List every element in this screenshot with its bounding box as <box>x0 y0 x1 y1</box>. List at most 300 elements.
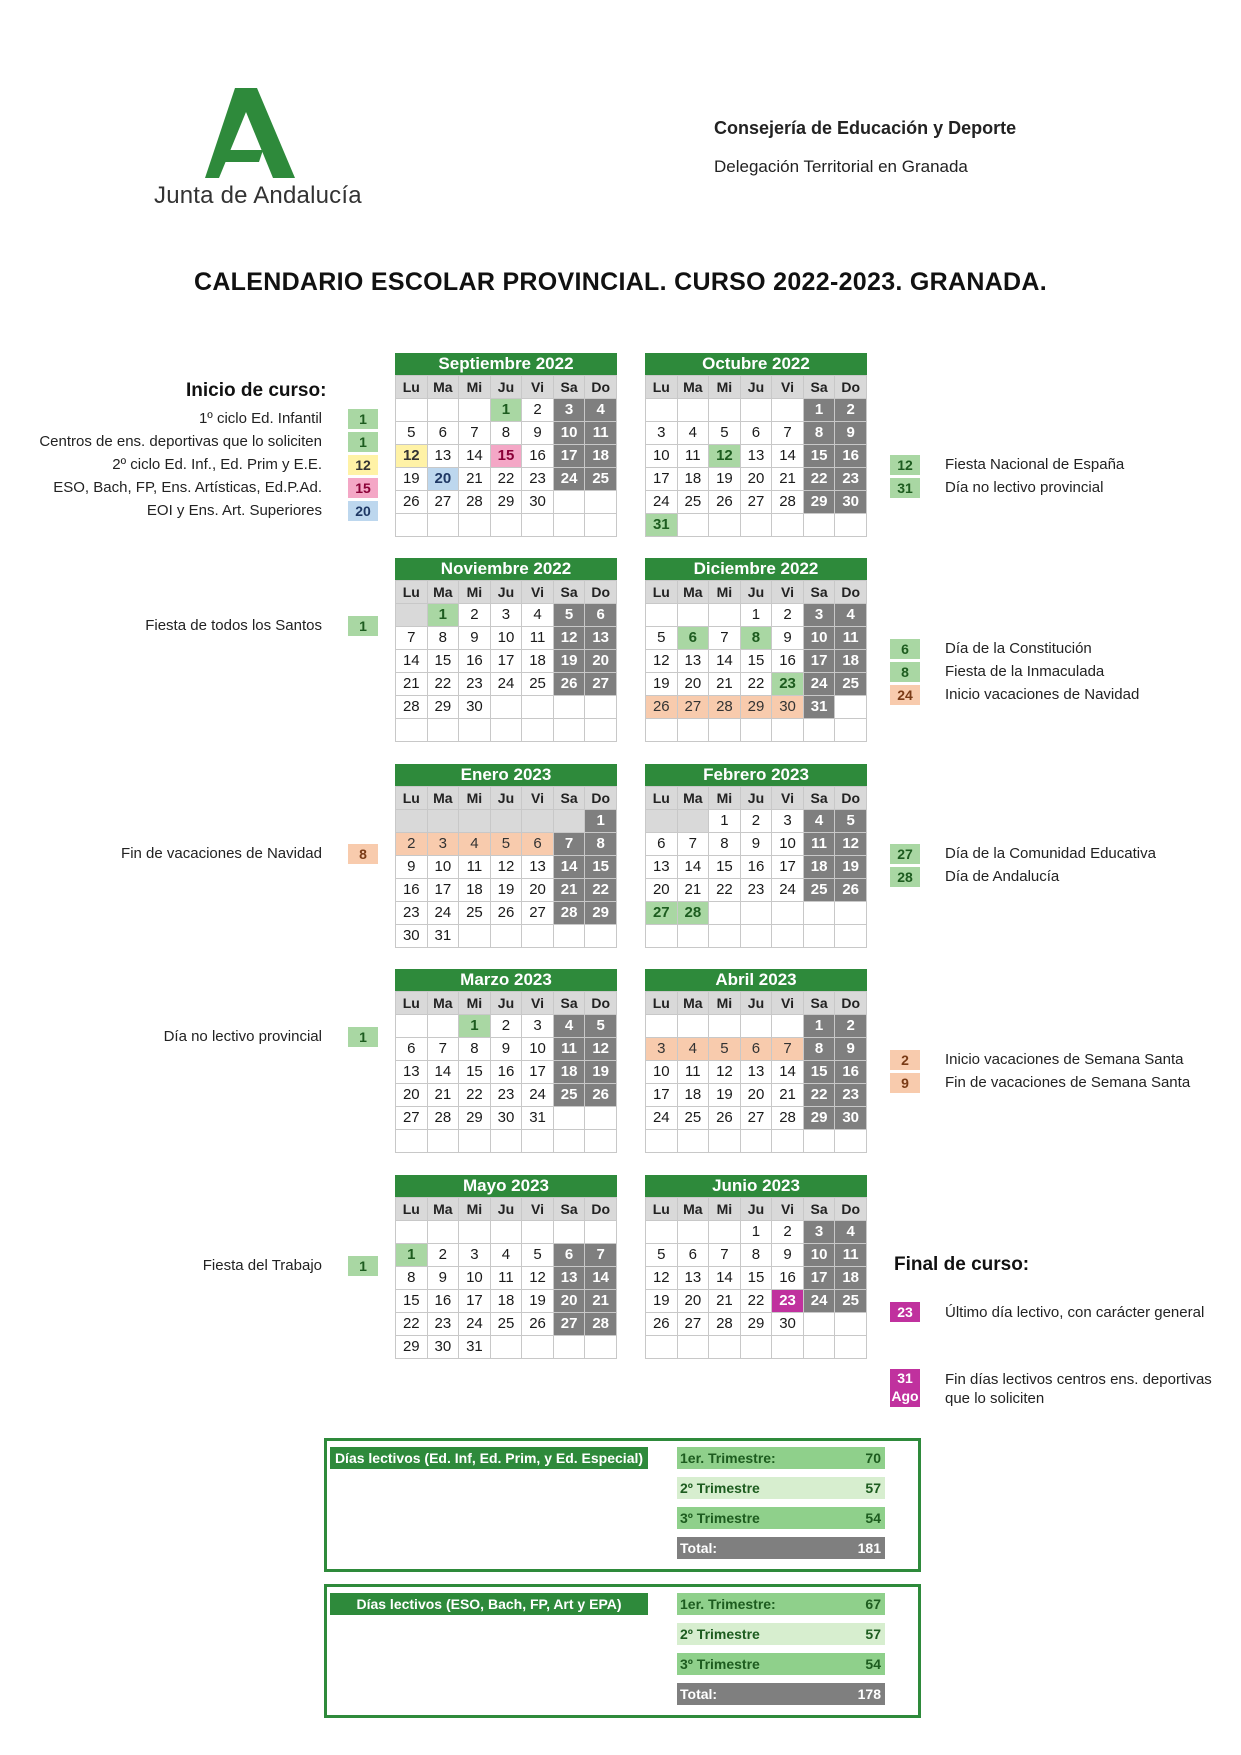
day-cell <box>522 514 554 537</box>
day-cell <box>772 925 804 948</box>
day-cell <box>803 902 835 925</box>
day-cell: 30 <box>396 925 428 948</box>
day-cell: 4 <box>522 604 554 627</box>
weekday-header: Lu <box>396 376 428 399</box>
day-cell: 26 <box>646 696 678 719</box>
day-cell <box>646 1221 678 1244</box>
day-cell: 4 <box>677 1038 709 1061</box>
final-ensdep-month: Ago <box>891 1388 919 1404</box>
day-cell <box>585 491 617 514</box>
total-row <box>677 1683 885 1705</box>
day-cell: 17 <box>803 1267 835 1290</box>
month-title: Septiembre 2022 <box>395 353 617 375</box>
weekday-header: Ju <box>490 376 522 399</box>
day-cell: 14 <box>772 445 804 468</box>
day-cell: 18 <box>522 650 554 673</box>
day-cell: 12 <box>709 445 741 468</box>
day-cell: 17 <box>772 856 804 879</box>
trimestre-value: 70 <box>865 1450 881 1466</box>
day-cell: 13 <box>522 856 554 879</box>
day-cell: 19 <box>646 673 678 696</box>
day-cell: 4 <box>459 833 491 856</box>
day-cell: 8 <box>490 422 522 445</box>
day-cell: 13 <box>677 1267 709 1290</box>
weekday-header: Mi <box>709 581 741 604</box>
day-cell: 24 <box>459 1313 491 1336</box>
day-cell: 23 <box>459 673 491 696</box>
day-cell: 13 <box>740 1061 772 1084</box>
day-cell: 25 <box>803 879 835 902</box>
day-cell: 12 <box>522 1267 554 1290</box>
day-cell: 4 <box>490 1244 522 1267</box>
day-cell: 2 <box>835 1015 867 1038</box>
month-title: Abril 2023 <box>645 969 867 991</box>
day-cell: 15 <box>459 1061 491 1084</box>
legend-day-badge: 1 <box>348 1256 378 1276</box>
weekday-header: Lu <box>396 992 428 1015</box>
day-cell <box>522 696 554 719</box>
day-cell: 20 <box>740 1084 772 1107</box>
day-cell: 19 <box>522 1290 554 1313</box>
day-cell: 31 <box>803 696 835 719</box>
summary-heading: Días lectivos (ESO, Bach, FP, Art y EPA) <box>330 1593 648 1615</box>
day-cell <box>459 925 491 948</box>
day-cell <box>490 696 522 719</box>
day-cell: 29 <box>396 1336 428 1359</box>
day-cell: 3 <box>772 810 804 833</box>
day-cell <box>740 399 772 422</box>
day-cell: 29 <box>427 696 459 719</box>
day-cell: 17 <box>646 1084 678 1107</box>
legend-label: Día no lectivo provincial <box>163 1028 322 1045</box>
trimestre-label: 1er. Trimestre: <box>680 1596 776 1612</box>
day-cell: 23 <box>772 673 804 696</box>
weekday-header: Do <box>835 581 867 604</box>
day-cell: 1 <box>740 604 772 627</box>
day-cell: 22 <box>427 673 459 696</box>
day-cell <box>553 1221 585 1244</box>
day-cell: 23 <box>740 879 772 902</box>
weekday-header: Ma <box>427 376 459 399</box>
day-cell: 4 <box>803 810 835 833</box>
day-cell <box>835 1313 867 1336</box>
day-cell: 25 <box>553 1084 585 1107</box>
legend-day-badge: 12 <box>348 455 378 475</box>
weekday-header: Ma <box>427 581 459 604</box>
day-cell: 31 <box>522 1107 554 1130</box>
day-cell: 5 <box>709 422 741 445</box>
day-cell <box>427 399 459 422</box>
day-cell: 12 <box>646 1267 678 1290</box>
weekday-header: Ma <box>677 376 709 399</box>
day-cell: 14 <box>709 1267 741 1290</box>
day-cell: 12 <box>709 1061 741 1084</box>
day-cell <box>459 719 491 742</box>
weekday-header: Do <box>835 787 867 810</box>
day-cell: 7 <box>553 833 585 856</box>
day-cell: 24 <box>803 1290 835 1313</box>
weekday-header: Mi <box>459 376 491 399</box>
day-cell: 27 <box>396 1107 428 1130</box>
day-cell <box>522 1130 554 1153</box>
weekday-header: Sa <box>553 581 585 604</box>
day-cell <box>490 1221 522 1244</box>
day-cell: 11 <box>522 627 554 650</box>
day-cell: 7 <box>585 1244 617 1267</box>
day-cell <box>396 604 428 627</box>
day-cell: 17 <box>522 1061 554 1084</box>
legend-label: Fin de vacaciones de Semana Santa <box>945 1074 1191 1091</box>
day-cell: 6 <box>646 833 678 856</box>
day-cell: 30 <box>772 1313 804 1336</box>
day-cell <box>772 902 804 925</box>
day-cell: 2 <box>772 604 804 627</box>
day-cell: 14 <box>585 1267 617 1290</box>
day-cell <box>585 1107 617 1130</box>
day-cell: 8 <box>585 833 617 856</box>
day-cell: 31 <box>459 1336 491 1359</box>
trimestre-value: 67 <box>865 1596 881 1612</box>
day-cell: 1 <box>427 604 459 627</box>
weekday-header: Vi <box>522 376 554 399</box>
day-cell <box>740 925 772 948</box>
day-cell <box>459 514 491 537</box>
day-cell <box>646 925 678 948</box>
legend-label: Fiesta de todos los Santos <box>145 617 322 634</box>
weekday-header: Ju <box>740 376 772 399</box>
trimestre-label: 1er. Trimestre: <box>680 1450 776 1466</box>
day-cell <box>677 1221 709 1244</box>
day-cell <box>835 925 867 948</box>
day-cell: 7 <box>396 627 428 650</box>
day-cell <box>585 1130 617 1153</box>
day-cell: 26 <box>709 491 741 514</box>
day-cell: 26 <box>585 1084 617 1107</box>
day-cell <box>585 696 617 719</box>
weekday-header: Vi <box>772 376 804 399</box>
final-ensdep-label: Fin días lectivos centros ens. deportivas <box>945 1371 1212 1388</box>
legend-label: 2º ciclo Ed. Inf., Ed. Prim y E.E. <box>112 456 322 473</box>
day-cell <box>709 1221 741 1244</box>
day-cell: 20 <box>677 673 709 696</box>
day-cell: 22 <box>740 673 772 696</box>
day-cell: 24 <box>803 673 835 696</box>
month-calendar <box>395 764 617 948</box>
trimestre-1-row <box>677 1593 885 1615</box>
month-calendar <box>645 1175 867 1359</box>
weekday-header: Sa <box>803 376 835 399</box>
weekday-header: Sa <box>803 1198 835 1221</box>
day-cell <box>803 514 835 537</box>
day-cell <box>709 1015 741 1038</box>
weekday-header: Lu <box>646 376 678 399</box>
final-ensdep-badge <box>890 1369 920 1407</box>
day-cell: 26 <box>396 491 428 514</box>
day-cell: 25 <box>459 902 491 925</box>
weekday-header: Do <box>585 581 617 604</box>
day-cell: 1 <box>803 399 835 422</box>
day-cell: 7 <box>709 627 741 650</box>
day-cell: 10 <box>803 1244 835 1267</box>
day-cell <box>459 1221 491 1244</box>
day-cell: 5 <box>709 1038 741 1061</box>
day-cell <box>459 810 491 833</box>
weekday-header: Do <box>835 1198 867 1221</box>
weekday-header: Vi <box>772 787 804 810</box>
day-cell: 4 <box>677 422 709 445</box>
day-cell <box>553 1336 585 1359</box>
day-cell: 22 <box>709 879 741 902</box>
legend-day-badge: 8 <box>890 662 920 682</box>
weekday-header: Vi <box>522 787 554 810</box>
day-cell: 12 <box>835 833 867 856</box>
day-cell: 26 <box>646 1313 678 1336</box>
day-cell <box>396 1015 428 1038</box>
day-cell: 19 <box>553 650 585 673</box>
day-cell: 26 <box>553 673 585 696</box>
day-cell: 26 <box>490 902 522 925</box>
weekday-header: Lu <box>646 787 678 810</box>
day-cell: 2 <box>772 1221 804 1244</box>
day-cell <box>553 696 585 719</box>
day-cell: 8 <box>427 627 459 650</box>
month-calendar <box>645 969 867 1153</box>
inicio-curso-heading: Inicio de curso: <box>186 380 327 401</box>
day-cell: 20 <box>740 468 772 491</box>
legend-day-badge: 1 <box>348 432 378 452</box>
final-day-label: Último día lectivo, con carácter general <box>945 1304 1205 1321</box>
day-cell <box>835 902 867 925</box>
day-cell: 9 <box>835 422 867 445</box>
day-cell: 19 <box>709 468 741 491</box>
day-cell <box>709 604 741 627</box>
day-cell: 25 <box>522 673 554 696</box>
legend-label: Fiesta Nacional de España <box>945 456 1125 473</box>
weekday-header: Mi <box>709 1198 741 1221</box>
day-cell <box>646 604 678 627</box>
month-calendar <box>645 764 867 948</box>
day-cell: 28 <box>459 491 491 514</box>
day-cell: 19 <box>396 468 428 491</box>
month-calendar <box>645 353 867 537</box>
day-cell: 12 <box>585 1038 617 1061</box>
day-cell: 16 <box>490 1061 522 1084</box>
day-cell: 15 <box>585 856 617 879</box>
month-calendar <box>395 1175 617 1359</box>
weekday-header: Lu <box>396 787 428 810</box>
month-title: Junio 2023 <box>645 1175 867 1197</box>
day-cell: 10 <box>646 445 678 468</box>
day-cell <box>646 1015 678 1038</box>
day-cell: 30 <box>490 1107 522 1130</box>
day-cell <box>772 1015 804 1038</box>
month-title: Octubre 2022 <box>645 353 867 375</box>
day-cell: 27 <box>585 673 617 696</box>
day-cell: 18 <box>835 650 867 673</box>
day-cell <box>677 399 709 422</box>
day-cell: 14 <box>772 1061 804 1084</box>
weekday-header: Sa <box>553 787 585 810</box>
day-cell: 18 <box>490 1290 522 1313</box>
month-title: Marzo 2023 <box>395 969 617 991</box>
day-cell: 11 <box>835 627 867 650</box>
day-cell: 27 <box>677 1313 709 1336</box>
day-cell: 10 <box>522 1038 554 1061</box>
day-cell: 5 <box>835 810 867 833</box>
day-cell: 23 <box>835 1084 867 1107</box>
legend-day-badge: 28 <box>890 867 920 887</box>
day-cell <box>772 399 804 422</box>
day-cell: 27 <box>553 1313 585 1336</box>
junta-andalucia-logo-icon <box>205 88 295 178</box>
day-cell: 11 <box>677 1061 709 1084</box>
trimestre-1-row <box>677 1447 885 1469</box>
day-cell: 18 <box>677 468 709 491</box>
trimestre-label: 2º Trimestre <box>680 1626 760 1642</box>
weekday-header: Sa <box>553 1198 585 1221</box>
day-cell: 16 <box>459 650 491 673</box>
day-cell: 8 <box>740 627 772 650</box>
day-cell: 13 <box>585 627 617 650</box>
day-cell: 27 <box>646 902 678 925</box>
day-cell: 17 <box>427 879 459 902</box>
legend-label: Inicio vacaciones de Navidad <box>945 686 1140 703</box>
day-cell: 11 <box>459 856 491 879</box>
day-cell: 5 <box>553 604 585 627</box>
day-cell: 21 <box>585 1290 617 1313</box>
day-cell: 18 <box>553 1061 585 1084</box>
day-cell: 2 <box>427 1244 459 1267</box>
day-cell <box>835 1130 867 1153</box>
weekday-header: Ju <box>740 581 772 604</box>
weekday-header: Ma <box>427 992 459 1015</box>
day-cell: 8 <box>803 422 835 445</box>
day-cell: 10 <box>427 856 459 879</box>
total-label: Total: <box>680 1686 718 1702</box>
day-cell: 23 <box>396 902 428 925</box>
legend-label: Día de la Comunidad Educativa <box>945 845 1156 862</box>
day-cell: 27 <box>740 491 772 514</box>
day-cell: 9 <box>772 627 804 650</box>
day-cell: 16 <box>740 856 772 879</box>
day-cell: 15 <box>740 1267 772 1290</box>
day-cell <box>677 810 709 833</box>
day-cell: 31 <box>646 514 678 537</box>
weekday-header: Sa <box>553 992 585 1015</box>
month-title: Mayo 2023 <box>395 1175 617 1197</box>
day-cell: 10 <box>803 627 835 650</box>
month-calendar <box>645 558 867 742</box>
day-cell <box>677 719 709 742</box>
day-cell <box>585 719 617 742</box>
weekday-header: Sa <box>553 376 585 399</box>
day-cell: 14 <box>427 1061 459 1084</box>
day-cell: 16 <box>772 1267 804 1290</box>
summary-box-inf-prim <box>324 1438 921 1572</box>
day-cell: 29 <box>803 1107 835 1130</box>
day-cell: 28 <box>585 1313 617 1336</box>
day-cell: 28 <box>427 1107 459 1130</box>
day-cell: 18 <box>803 856 835 879</box>
final-curso-heading: Final de curso: <box>894 1254 1030 1275</box>
day-cell <box>553 719 585 742</box>
day-cell <box>772 514 804 537</box>
trimestre-value: 57 <box>865 1480 881 1496</box>
weekday-header: Lu <box>396 581 428 604</box>
day-cell: 11 <box>835 1244 867 1267</box>
day-cell: 3 <box>427 833 459 856</box>
legend-day-badge: 31 <box>890 478 920 498</box>
day-cell <box>490 1336 522 1359</box>
weekday-header: Ju <box>490 992 522 1015</box>
day-cell: 5 <box>585 1015 617 1038</box>
day-cell: 1 <box>585 810 617 833</box>
day-cell <box>740 1336 772 1359</box>
weekday-header: Ma <box>427 787 459 810</box>
day-cell: 27 <box>740 1107 772 1130</box>
weekday-header: Vi <box>522 992 554 1015</box>
day-cell: 1 <box>803 1015 835 1038</box>
day-cell: 19 <box>709 1084 741 1107</box>
day-cell: 27 <box>677 696 709 719</box>
day-cell <box>835 696 867 719</box>
day-cell: 29 <box>740 696 772 719</box>
day-cell <box>490 925 522 948</box>
weekday-header: Mi <box>709 787 741 810</box>
day-cell <box>553 514 585 537</box>
day-cell <box>396 1130 428 1153</box>
day-cell: 1 <box>740 1221 772 1244</box>
day-cell <box>835 1336 867 1359</box>
day-cell: 4 <box>553 1015 585 1038</box>
day-cell <box>459 399 491 422</box>
legend-label: Día de la Constitución <box>945 640 1092 657</box>
day-cell: 22 <box>803 1084 835 1107</box>
day-cell: 26 <box>709 1107 741 1130</box>
day-cell: 14 <box>459 445 491 468</box>
day-cell: 26 <box>522 1313 554 1336</box>
day-cell: 8 <box>803 1038 835 1061</box>
day-cell: 21 <box>396 673 428 696</box>
weekday-header: Ju <box>740 992 772 1015</box>
weekday-header: Lu <box>646 992 678 1015</box>
day-cell <box>740 1015 772 1038</box>
day-cell <box>522 1221 554 1244</box>
day-cell: 13 <box>553 1267 585 1290</box>
day-cell: 24 <box>646 491 678 514</box>
day-cell: 11 <box>490 1267 522 1290</box>
day-cell: 10 <box>490 627 522 650</box>
day-cell: 2 <box>835 399 867 422</box>
day-cell: 19 <box>585 1061 617 1084</box>
day-cell: 30 <box>835 491 867 514</box>
day-cell <box>553 1107 585 1130</box>
day-cell: 28 <box>709 1313 741 1336</box>
trimestre-2-row <box>677 1477 885 1499</box>
day-cell: 7 <box>709 1244 741 1267</box>
consejeria-title: Consejería de Educación y Deporte <box>714 118 1017 138</box>
day-cell <box>459 1130 491 1153</box>
day-cell: 6 <box>677 627 709 650</box>
weekday-header: Mi <box>459 1198 491 1221</box>
weekday-header: Lu <box>396 1198 428 1221</box>
day-cell: 4 <box>835 604 867 627</box>
day-cell: 9 <box>396 856 428 879</box>
day-cell: 25 <box>835 673 867 696</box>
day-cell <box>553 810 585 833</box>
weekday-header: Ju <box>490 787 522 810</box>
legend-label: Fiesta de la Inmaculada <box>945 663 1105 680</box>
